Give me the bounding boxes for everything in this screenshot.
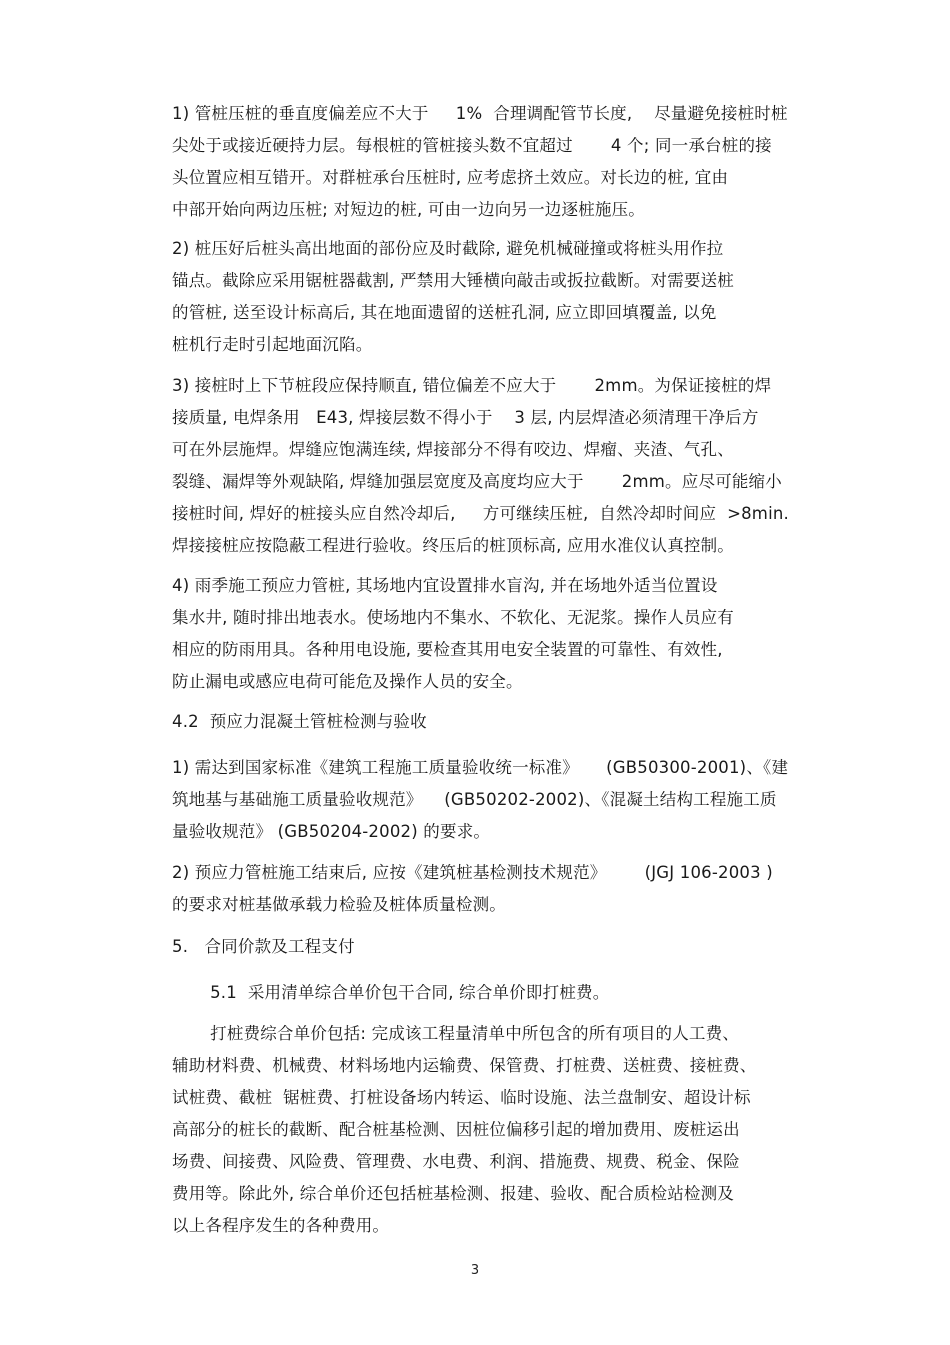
text-line: 接质量, 电焊条用 E43, 焊接层数不得小于 3 层, 内层焊渣必须清理干净后方 [172, 408, 759, 427]
text-line: 以上各程序发生的各种费用。 [172, 1216, 390, 1235]
text-line: 焊接接桩应按隐蔽工程进行验收。终压后的桩顶标高, 应用水准仪认真控制。 [172, 536, 734, 555]
heading-text: 4.2 预应力混凝土管桩检测与验收 [172, 712, 427, 731]
text-line: 的要求对桩基做承载力检验及桩体质量检测。 [172, 895, 506, 914]
section-heading-5 [172, 931, 832, 963]
text-line: 锚点。截除应采用锯桩器截割, 严禁用大锤横向敲击或扳拉截断。对需要送桩 [172, 271, 734, 290]
text-line: 5.1 采用清单综合单价包干合同, 综合单价即打桩费。 [172, 983, 610, 1002]
text-line: 的管桩, 送至设计标高后, 其在地面遗留的送桩孔洞, 应立即回填覆盖, 以免 [172, 303, 717, 322]
paragraph-pile-testing [172, 857, 832, 921]
text-line: 辅助材料费、机械费、材料场地内运输费、保管费、打桩费、送桩费、接桩费、 [172, 1056, 757, 1075]
text-line: 费用等。除此外, 综合单价还包括桩基检测、报建、验收、配合质检站检测及 [172, 1184, 734, 1203]
text-line: 高部分的桩长的截断、配合桩基检测、因桩位偏移引起的增加费用、废桩运出 [172, 1120, 740, 1139]
text-line: 2) 预应力管桩施工结束后, 应按《建筑桩基检测技术规范》 (JGJ 106-2003 ) [172, 863, 773, 882]
text-line: 桩机行走时引起地面沉陷。 [172, 335, 373, 354]
text-line: 头位置应相互错开。对群桩承台压桩时, 应考虑挤土效应。对长边的桩, 宜由 [172, 168, 729, 187]
text-line: 3) 接桩时上下节桩段应保持顺直, 错位偏差不应大于 2mm。为保证接桩的焊 [172, 376, 772, 395]
text-line: 场费、间接费、风险费、管理费、水电费、利润、措施费、规费、税金、保险 [172, 1152, 740, 1171]
text-line: 2) 桩压好后桩头高出地面的部份应及时截除, 避免机械碰撞或将桩头用作拉 [172, 239, 724, 258]
text-line: 1) 需达到国家标准《建筑工程施工质量验收统一标准》 (GB50300-2001)、《建 [172, 758, 789, 777]
paragraph-rainy-season [172, 570, 832, 698]
text-line: 试桩费、截桩 锯桩费、打桩设备场内转运、临时设施、法兰盘制安、超设计标 [172, 1088, 751, 1107]
text-line: 4) 雨季施工预应力管桩, 其场地内宜设置排水盲沟, 并在场地外适当位置设 [172, 576, 718, 595]
text-line: 相应的防雨用具。各种用电设施, 要检查其用电安全装置的可靠性、有效性, [172, 640, 723, 659]
paragraph-national-standards [172, 752, 832, 848]
text-line: 集水井, 随时排出地表水。使场地内不集水、不软化、无泥浆。操作人员应有 [172, 608, 734, 627]
text-line: 防止漏电或感应电荷可能危及操作人员的安全。 [172, 672, 523, 691]
paragraph-pile-verticality [172, 98, 832, 226]
text-line: 1) 管桩压桩的垂直度偏差应不大于 1% 合理调配管节长度, 尽量避免接桩时桩 [172, 104, 788, 123]
paragraph-pile-head-cutting [172, 233, 832, 361]
text-line: 尖处于或接近硬持力层。每根桩的管桩接头数不宜超过 4 个; 同一承台桩的接 [172, 136, 772, 155]
text-line: 可在外层施焊。焊缝应饱满连续, 焊接部分不得有咬边、焊瘤、夹渣、气孔、 [172, 440, 734, 459]
paragraph-contract-5-1 [172, 977, 832, 1009]
text-line: 打桩费综合单价包括: 完成该工程量清单中所包含的所有项目的人工费、 [172, 1024, 740, 1043]
text-line: 中部开始向两边压桩; 对短边的桩, 可由一边向另一边逐桩施压。 [172, 200, 645, 219]
text-line: 筑地基与基础施工质量验收规范》 (GB50202-2002)、《混凝土结构工程施工质 [172, 790, 777, 809]
heading-text: 5. 合同价款及工程支付 [172, 937, 355, 956]
text-line: 接桩时间, 焊好的桩接头应自然冷却后, 方可继续压桩, 自然冷却时间应 >8min. [172, 504, 789, 523]
page-number: 3 [470, 1263, 480, 1278]
text-line: 量验收规范》 (GB50204-2002) 的要求。 [172, 822, 491, 841]
section-heading-4-2 [172, 706, 832, 738]
paragraph-unit-price-composition [172, 1018, 832, 1242]
paragraph-pile-welding [172, 370, 832, 562]
text-line: 裂缝、漏焊等外观缺陷, 焊缝加强层宽度及高度均应大于 2mm。应尽可能缩小 [172, 472, 782, 491]
